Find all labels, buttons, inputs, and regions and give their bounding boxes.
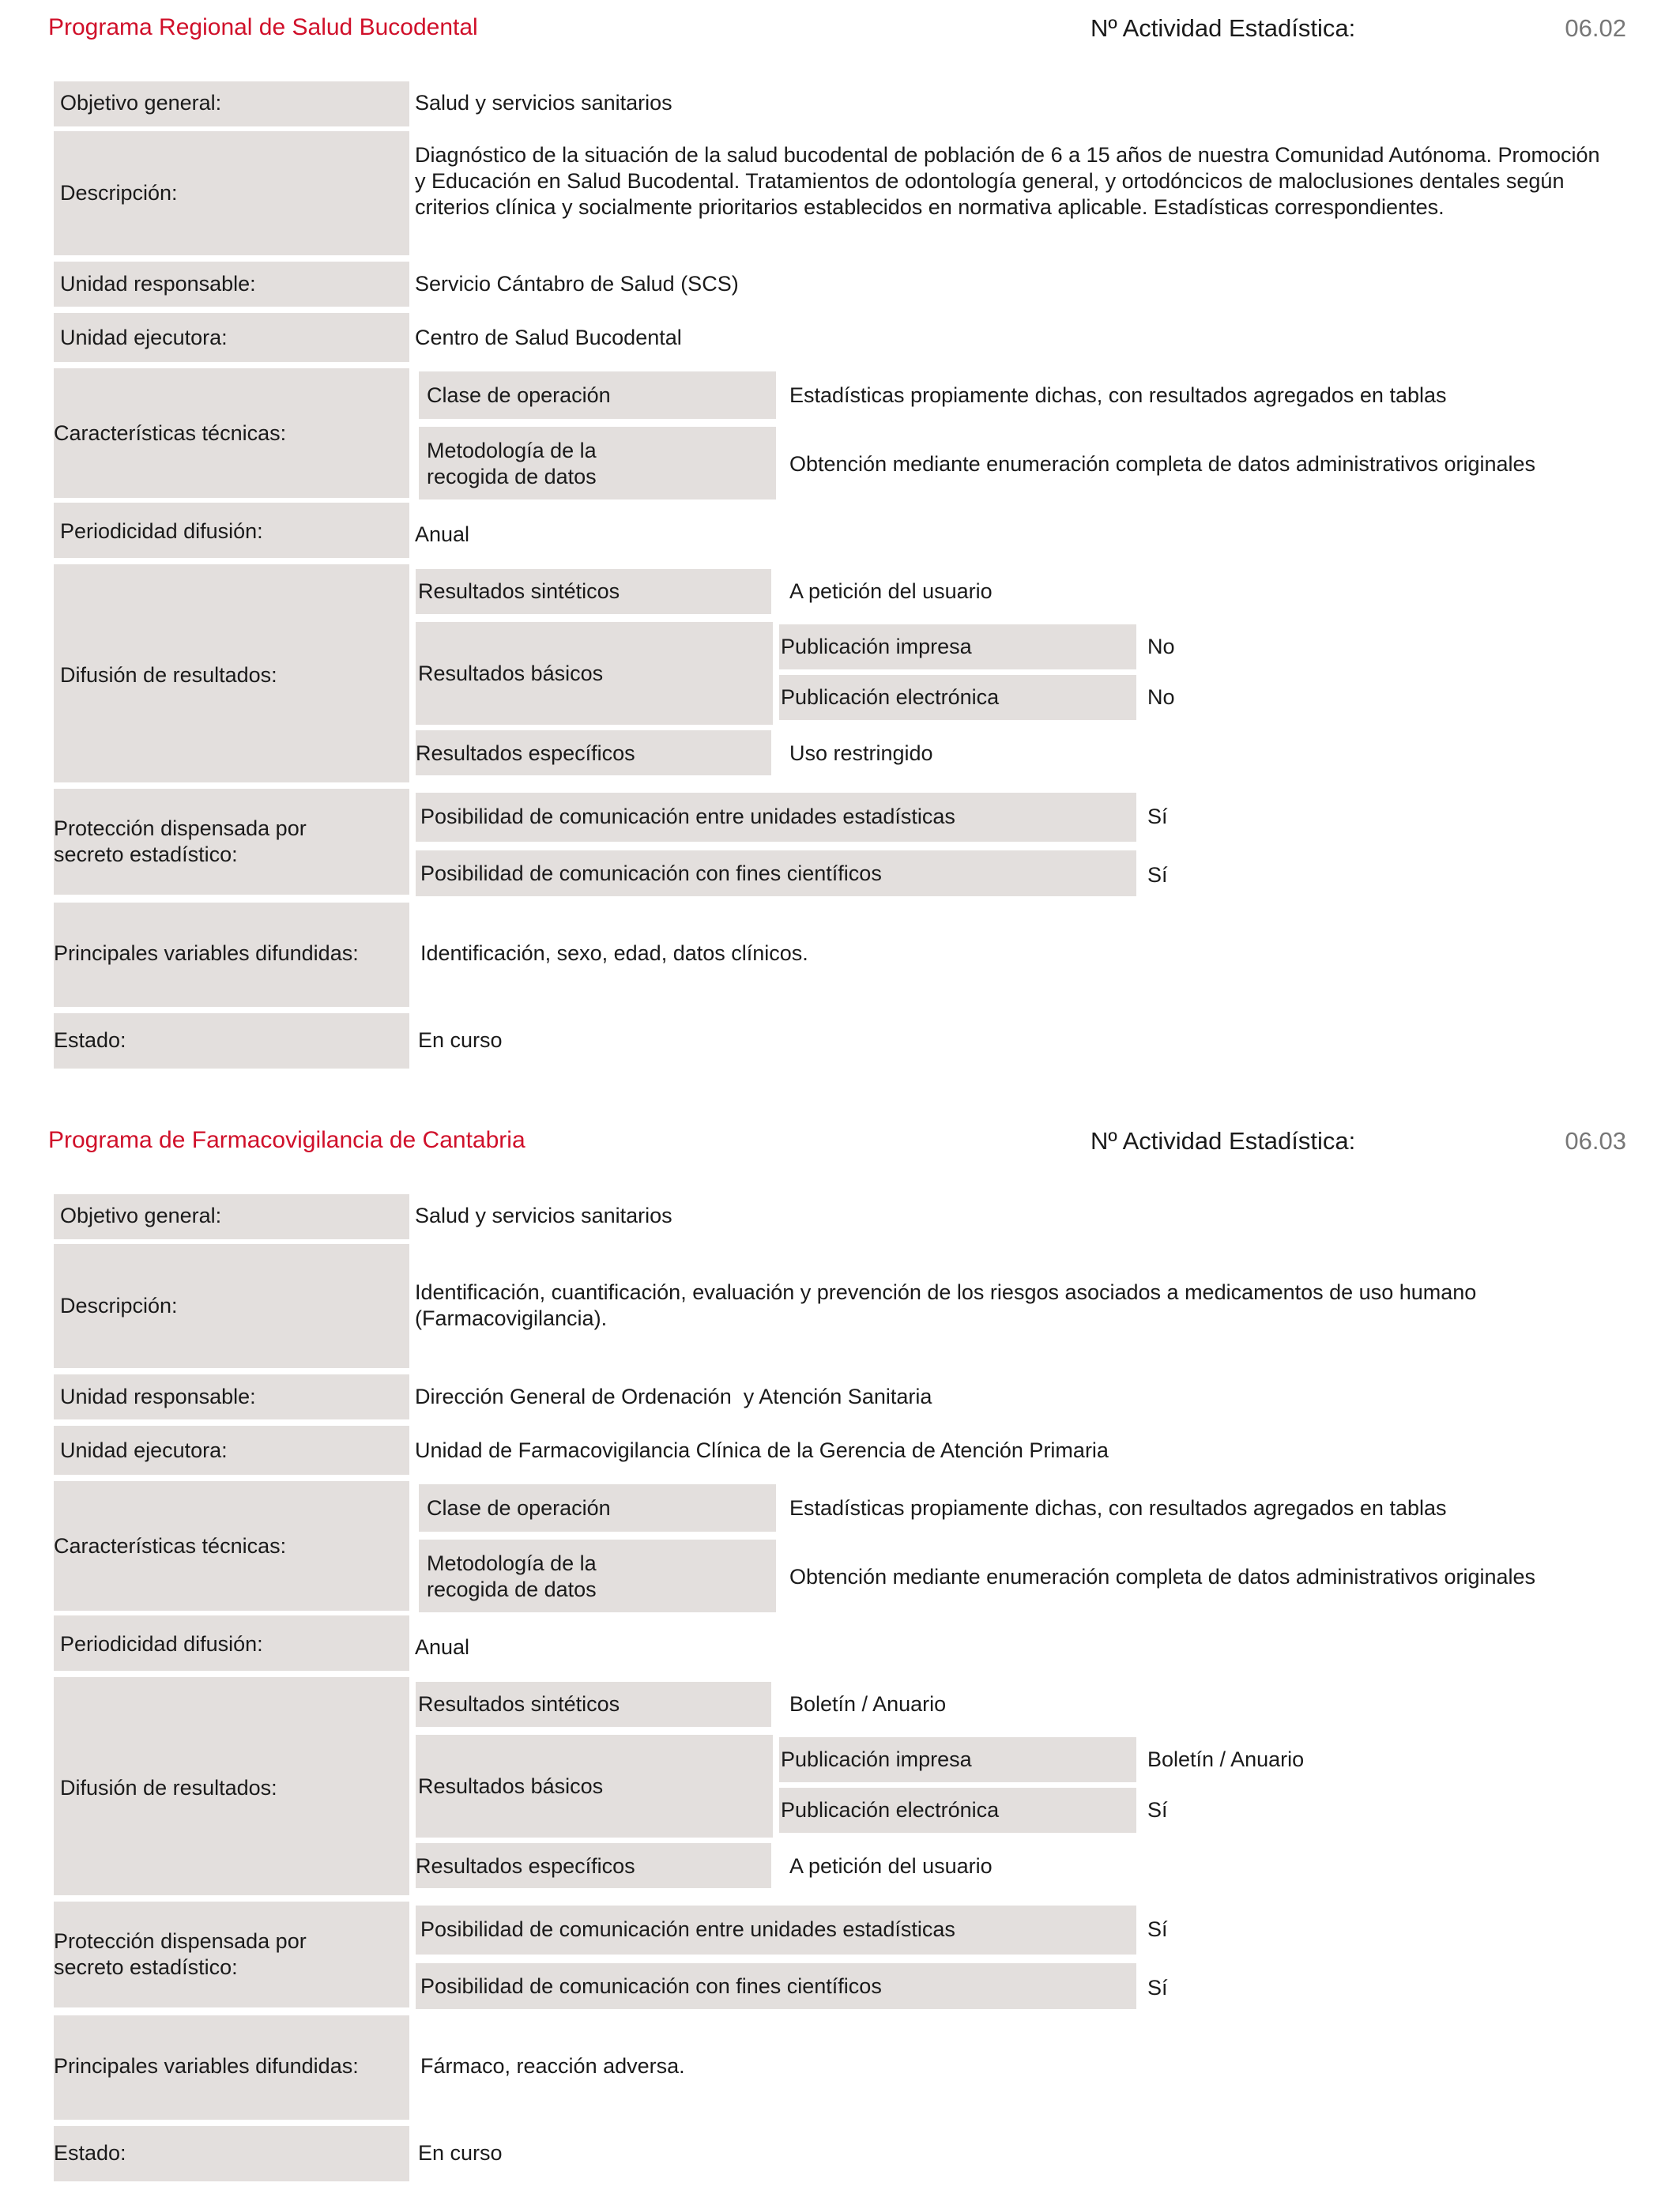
sinteticos-value: Boletín / Anuario [789,1692,947,1716]
unidad-ejecutora-value: Centro de Salud Bucodental [415,326,682,349]
estado-value: En curso [418,2141,503,2165]
caracteristicas-label: Características técnicas: [54,1534,287,1558]
metodologia-value: Obtención mediante enumeración completa de datos administrativos originales [789,452,1536,476]
difusion-label: Difusión de resultados: [60,1776,277,1800]
comunicacion-cientificos-label: Posibilidad de comunicación con fines científicos [420,1974,882,1998]
electronica-label: Publicación electrónica [781,1798,1000,1822]
comunicacion-cientificos-value: Sí [1147,1976,1168,2000]
periodicidad-label: Periodicidad difusión: [60,1632,263,1656]
comunicacion-unidades-label: Posibilidad de comunicación entre unidades estadísticas [420,805,955,828]
estado-label: Estado: [54,2141,126,2165]
unidad-responsable-label: Unidad responsable: [60,272,256,296]
variables-label: Principales variables difundidas: [54,2054,359,2078]
clase-operacion-label: Clase de operación [427,383,611,407]
unidad-responsable-label: Unidad responsable: [60,1385,256,1408]
basicos-label: Resultados básicos [418,1774,604,1798]
sinteticos-label: Resultados sintéticos [418,579,620,603]
unidad-ejecutora-value: Unidad de Farmacovigilancia Clínica de la Gerencia de Atención Primaria [415,1438,1109,1462]
program-title: Programa Regional de Salud Bucodental [48,14,478,40]
estado-label: Estado: [54,1028,126,1052]
variables-label: Principales variables difundidas: [54,941,359,965]
periodicidad-label: Periodicidad difusión: [60,519,263,543]
variables-value: Identificación, sexo, edad, datos clínicos. [420,941,808,965]
difusion-label: Difusión de resultados: [60,663,277,687]
unidad-ejecutora-label: Unidad ejecutora: [60,1438,228,1462]
comunicacion-unidades-label: Posibilidad de comunicación entre unidades estadísticas [420,1917,955,1941]
sinteticos-label: Resultados sintéticos [418,1692,620,1716]
activity-number-label: Nº Actividad Estadística: [1090,1127,1356,1155]
especificos-label: Resultados específicos [416,741,635,765]
impresa-value: No [1147,635,1175,658]
comunicacion-cientificos-value: Sí [1147,863,1168,887]
variables-value: Fármaco, reacción adversa. [420,2054,685,2078]
caracteristicas-label: Características técnicas: [54,421,287,445]
objetivo-value: Salud y servicios sanitarios [415,91,672,115]
proteccion-label: Protección dispensada por secreto estadístico: [54,816,307,866]
clase-operacion-value: Estadísticas propiamente dichas, con resultados agregados en tablas [789,383,1447,407]
descripcion-label: Descripción: [60,1294,178,1318]
unidad-responsable-value: Servicio Cántabro de Salud (SCS) [415,272,739,296]
impresa-value: Boletín / Anuario [1147,1747,1305,1771]
proteccion-label: Protección dispensada por secreto estadístico: [54,1929,307,1979]
metodologia-value: Obtención mediante enumeración completa de datos administrativos originales [789,1565,1536,1589]
activity-number-label: Nº Actividad Estadística: [1090,14,1356,42]
sinteticos-value: A petición del usuario [789,579,993,603]
comunicacion-cientificos-label: Posibilidad de comunicación con fines científicos [420,861,882,885]
especificos-value: Uso restringido [789,741,933,765]
metodologia-label: Metodología de la recogida de datos [427,439,597,488]
activity-number: 06.02 [1565,14,1626,42]
electronica-value: No [1147,685,1175,709]
periodicidad-value: Anual [415,1635,470,1659]
impresa-label: Publicación impresa [781,1747,972,1771]
objetivo-value: Salud y servicios sanitarios [415,1204,672,1227]
especificos-value: A petición del usuario [789,1854,993,1878]
descripcion-label: Descripción: [60,181,178,205]
especificos-label: Resultados específicos [416,1854,635,1878]
clase-operacion-label: Clase de operación [427,1496,611,1520]
descripcion-value: Identificación, cuantificación, evaluación y prevención de los riesgos asociados a medicamentos de uso humano (Farmacovigilancia). [415,1280,1477,1330]
statistical-activity-card [0,0,1680,1091]
comunicacion-unidades-value: Sí [1147,805,1168,828]
electronica-label: Publicación electrónica [781,685,1000,709]
comunicacion-unidades-value: Sí [1147,1917,1168,1941]
estado-value: En curso [418,1028,503,1052]
statistical-activity-card [0,1113,1680,2194]
objetivo-label: Objetivo general: [60,91,222,115]
program-title: Programa de Farmacovigilancia de Cantabria [48,1127,525,1153]
periodicidad-value: Anual [415,522,470,546]
unidad-ejecutora-label: Unidad ejecutora: [60,326,228,349]
objetivo-label: Objetivo general: [60,1204,222,1227]
descripcion-value: Diagnóstico de la situación de la salud bucodental de población de 6 a 15 años de nuestra Comunidad Autónoma. Promoción y Educación en Salud Bucodental. Tratamientos de odontología general, y ortodóncicos de maloclusiones dentales según criterios clínica y socialmente prioritarios establecidos en normativa aplicable. Estadísticas correspondientes. [415,143,1600,219]
basicos-label: Resultados básicos [418,662,604,685]
unidad-responsable-value: Dirección General de Ordenación y Atención Sanitaria [415,1385,932,1408]
clase-operacion-value: Estadísticas propiamente dichas, con resultados agregados en tablas [789,1496,1447,1520]
electronica-value: Sí [1147,1798,1168,1822]
metodologia-label: Metodología de la recogida de datos [427,1551,597,1601]
impresa-label: Publicación impresa [781,635,972,658]
activity-number: 06.03 [1565,1127,1626,1155]
